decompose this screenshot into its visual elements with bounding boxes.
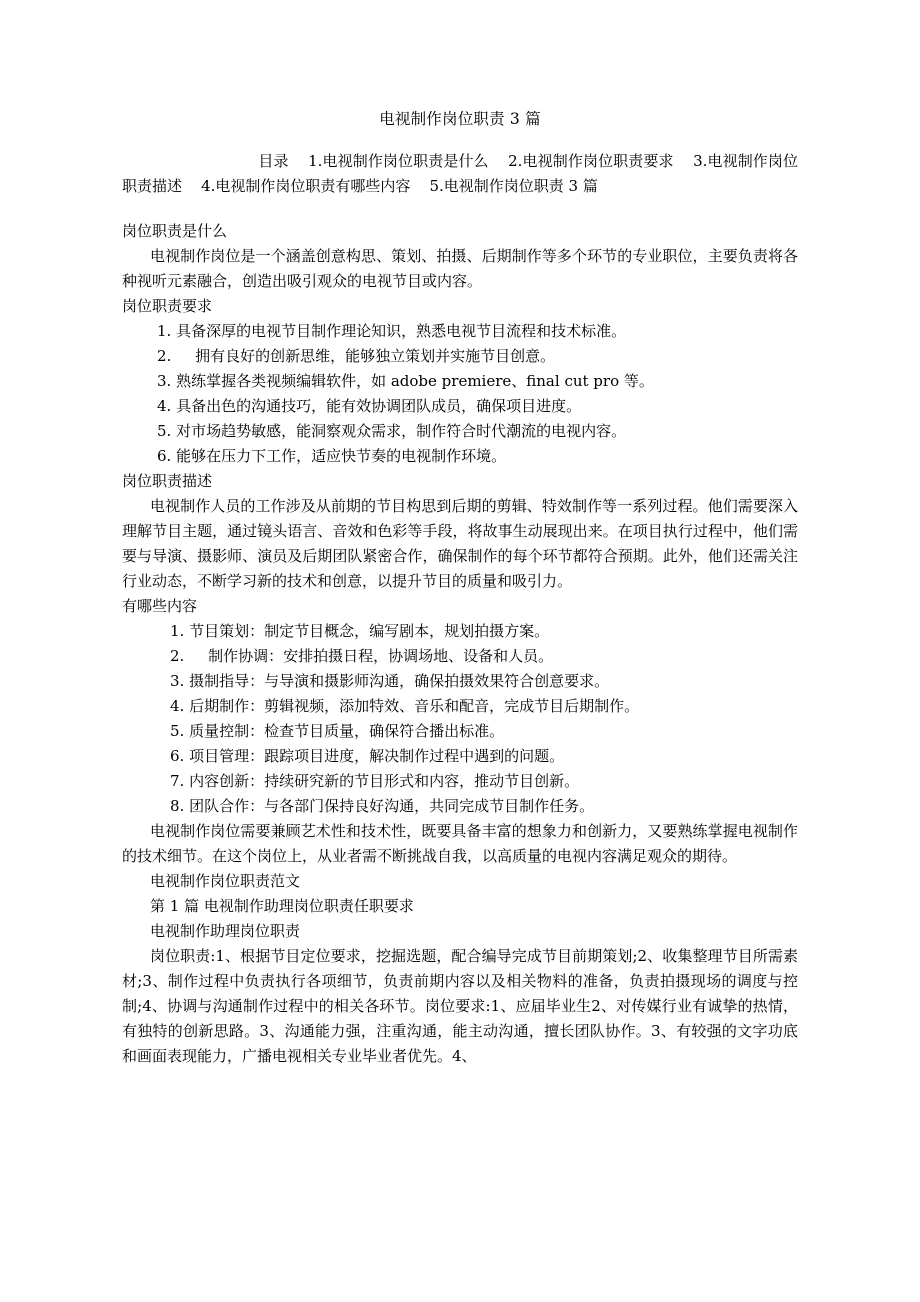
- section-heading-what-is: 岗位职责是什么: [122, 222, 228, 240]
- section-heading-requirements: 岗位职责要求: [122, 297, 213, 315]
- section-heading-description: 岗位职责描述: [122, 472, 213, 490]
- sample-entry-body: 岗位职责:1、根据节目定位要求，挖掘选题，配合编导完成节目前期策划;2、收集整理节目所需素材;3、制作过程中负责执行各项细节，负责前期内容以及相关物料的准备，负责拍摄现场的调度与控制;4、协调与沟通制作过程中的相关各环节。岗位要求:1、应届毕业生2、对传媒行业有诚挚的热情，有独特的创新思路。3、沟通能力强，注重沟通，能主动沟通，擅长团队协作。3、有较强的文字功底和画面表现能力，广播电视相关专业毕业者优先。4、: [122, 947, 798, 1065]
- paragraph-contents-closing: 电视制作岗位需要兼顾艺术性和技术性，既要具备丰富的想象力和创新力，又要熟练掌握电视制作的技术细节。在这个岗位上，从业者需不断挑战自我，以高质量的电视内容满足观众的期待。: [122, 822, 798, 865]
- paragraph-what-is: 电视制作岗位是一个涵盖创意构思、策划、拍摄、后期制作等多个环节的专业职位，主要负责将各种视听元素融合，创造出吸引观众的电视节目或内容。: [122, 247, 798, 290]
- list-item: 1. 节目策划：制定节目概念，编写剧本，规划拍摄方案。: [170, 622, 550, 640]
- list-item: 5. 质量控制：检查节目质量，确保符合播出标准。: [170, 722, 505, 740]
- section-heading-samples: 电视制作岗位职责范文: [150, 872, 301, 890]
- sample-entry-title: 第 1 篇 电视制作助理岗位职责任职要求: [150, 897, 414, 915]
- list-item: 8. 团队合作：与各部门保持良好沟通，共同完成节目制作任务。: [170, 797, 595, 815]
- document-body: [122, 0, 798, 1069]
- requirements-list: [122, 319, 798, 469]
- list-item: 1. 具备深厚的电视节目制作理论知识，熟悉电视节目流程和技术标准。: [157, 322, 627, 340]
- list-item: 4. 具备出色的沟通技巧，能有效协调团队成员，确保项目进度。: [157, 397, 582, 415]
- paragraph-description: 电视制作人员的工作涉及从前期的节目构思到后期的剪辑、特效制作等一系列过程。他们需要深入理解节目主题，通过镜头语言、音效和色彩等手段，将故事生动展现出来。在项目执行过程中，他们需要与导演、摄影师、演员及后期团队紧密合作，确保制作的每个环节都符合预期。此外，他们还需关注行业动态，不断学习新的技术和创意，以提升节目的质量和吸引力。: [122, 497, 798, 590]
- list-item: 3. 熟练掌握各类视频编辑软件，如 adobe premiere、final cut pro 等。: [157, 372, 654, 390]
- list-item: 2. 制作协调：安排拍摄日程，协调场地、设备和人员。: [170, 647, 554, 665]
- list-item: 7. 内容创新：持续研究新的节目形式和内容，推动节目创新。: [170, 772, 580, 790]
- table-of-contents: 目录 1.电视制作岗位职责是什么 2.电视制作岗位职责要求 3.电视制作岗位职责描述 4.电视制作岗位职责有哪些内容 5.电视制作岗位职责 3 篇: [122, 152, 798, 195]
- section-heading-contents: 有哪些内容: [122, 597, 198, 615]
- page-title: 电视制作岗位职责 3 篇: [379, 110, 541, 128]
- sample-entry-subtitle: 电视制作助理岗位职责: [150, 922, 301, 940]
- list-item: 3. 摄制指导：与导演和摄影师沟通，确保拍摄效果符合创意要求。: [170, 672, 610, 690]
- contents-list: [122, 619, 798, 819]
- list-item: 4. 后期制作：剪辑视频，添加特效、音乐和配音，完成节目后期制作。: [170, 697, 640, 715]
- list-item: 6. 能够在压力下工作，适应快节奏的电视制作环境。: [157, 447, 507, 465]
- list-item: 2. 拥有良好的创新思维，能够独立策划并实施节目创意。: [157, 347, 556, 365]
- list-item: 6. 项目管理：跟踪项目进度，解决制作过程中遇到的问题。: [170, 747, 565, 765]
- list-item: 5. 对市场趋势敏感，能洞察观众需求，制作符合时代潮流的电视内容。: [157, 422, 627, 440]
